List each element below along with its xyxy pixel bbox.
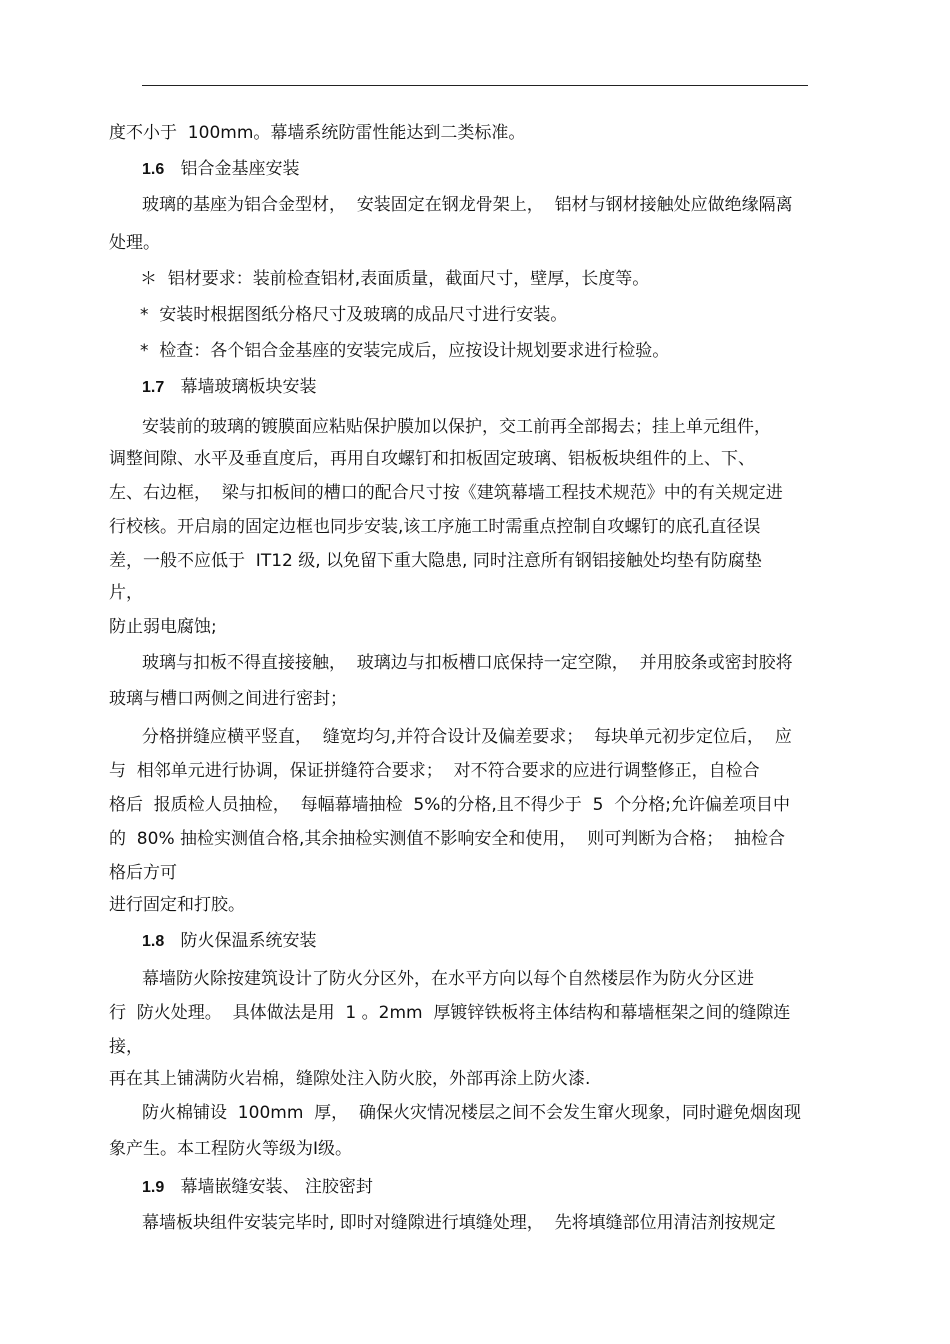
text-line: 玻璃与槽口两侧之间进行密封； (109, 689, 347, 709)
text-line: 防火棉铺设 100mm 厚， 确保火灾情况楼层之间不会发生窜火现象，同时避免烟囱现 (142, 1103, 801, 1123)
section-title: 幕墙嵌缝安装、 注胶密封 (180, 1177, 373, 1197)
section-title: 防火保温系统安装 (180, 931, 317, 951)
text-line: 行校核。开启扇的固定边框也同步安装,该工序施工时需重点控制自攻螺钉的底孔直径误 (109, 517, 761, 537)
text-line: 进行固定和打胶。 (109, 895, 245, 915)
text-line: 处理。 (109, 233, 160, 253)
text-line: 行 防火处理。 具体做法是用 1 。2mm 厚镀锌铁板将主体结构和幕墙框架之间的缝隙连 (109, 1003, 791, 1023)
text-line: 差，一般不应低于 IT12 级, 以免留下重大隐患, 同时注意所有钢铝接触处均垫有防腐垫 (109, 551, 762, 571)
bullet-line: * 安装时根据图纸分格尺寸及玻璃的成品尺寸进行安装。 (140, 305, 568, 325)
text-line: 格后 报质检人员抽检， 每幅幕墙抽检 5%的分格,且不得少于 5 个分格;允许偏差项目中 (109, 795, 790, 815)
text-line: 玻璃的基座为铝合金型材， 安装固定在钢龙骨架上， 铝材与钢材接触处应做绝缘隔离 (142, 195, 793, 215)
text-line: 左、右边框， 梁与扣板间的槽口的配合尺寸按《建筑幕墙工程技术规范》中的有关规定进 (109, 483, 783, 503)
text-line: 格后方可 (109, 863, 177, 883)
text-line: 调整间隙、水平及垂直度后，再用自攻螺钉和扣板固定玻璃、铝板板块组件的上、下、 (109, 449, 755, 469)
section-heading-1-7 (142, 376, 316, 400)
header-rule (142, 85, 808, 86)
text-line: 片， (109, 583, 143, 603)
section-title: 幕墙玻璃板块安装 (180, 377, 317, 397)
text-line: 度不小于 100mm。幕墙系统防雷性能达到二类标准。 (109, 123, 526, 143)
text-line: 幕墙防火除按建筑设计了防火分区外，在水平方向以每个自然楼层作为防火分区进 (142, 969, 754, 989)
text-line: 的 80% 抽检实测值合格,其余抽检实测值不影响安全和使用， 则可判断为合格； 抽检合 (109, 829, 786, 849)
section-number: 1.7 (142, 379, 165, 396)
text-line: 玻璃与扣板不得直接接触， 玻璃边与扣板槽口底保持一定空隙， 并用胶条或密封胶将 (142, 653, 793, 673)
text-line: 分格拼缝应横平竖直， 缝宽均匀,并符合设计及偏差要求； 每块单元初步定位后， 应 (142, 727, 792, 747)
text-line: 安装前的玻璃的镀膜面应粘贴保护膜加以保护，交工前再全部揭去；挂上单元组件， (142, 417, 771, 437)
text-line: 防止弱电腐蚀; (109, 617, 217, 637)
section-number: 1.9 (142, 1179, 165, 1196)
text-line: 与 相邻单元进行协调，保证拼缝符合要求； 对不符合要求的应进行调整修正，自检合 (109, 761, 760, 781)
text-line: 象产生。本工程防火等级为Ⅰ级。 (109, 1139, 353, 1159)
section-title: 铝合金基座安装 (180, 159, 300, 179)
bullet-line: * 检查：各个铝合金基座的安装完成后，应按设计规划要求进行检验。 (140, 341, 670, 361)
section-heading-1-9 (142, 1176, 373, 1200)
section-heading-1-8 (142, 930, 316, 954)
section-number: 1.6 (142, 161, 165, 178)
text-line: 接， (109, 1037, 143, 1057)
text-line: 幕墙板块组件安装完毕时, 即时对缝隙进行填缝处理， 先将填缝部位用清洁剂按规定 (142, 1213, 776, 1233)
section-heading-1-6 (142, 158, 299, 182)
bullet-line: ＊ 铝材要求：装前检查铝材,表面质量，截面尺寸，壁厚，长度等。 (140, 269, 650, 289)
text-line: 再在其上铺满防火岩棉，缝隙处注入防火胶，外部再涂上防火漆. (109, 1069, 591, 1089)
section-number: 1.8 (142, 933, 165, 950)
